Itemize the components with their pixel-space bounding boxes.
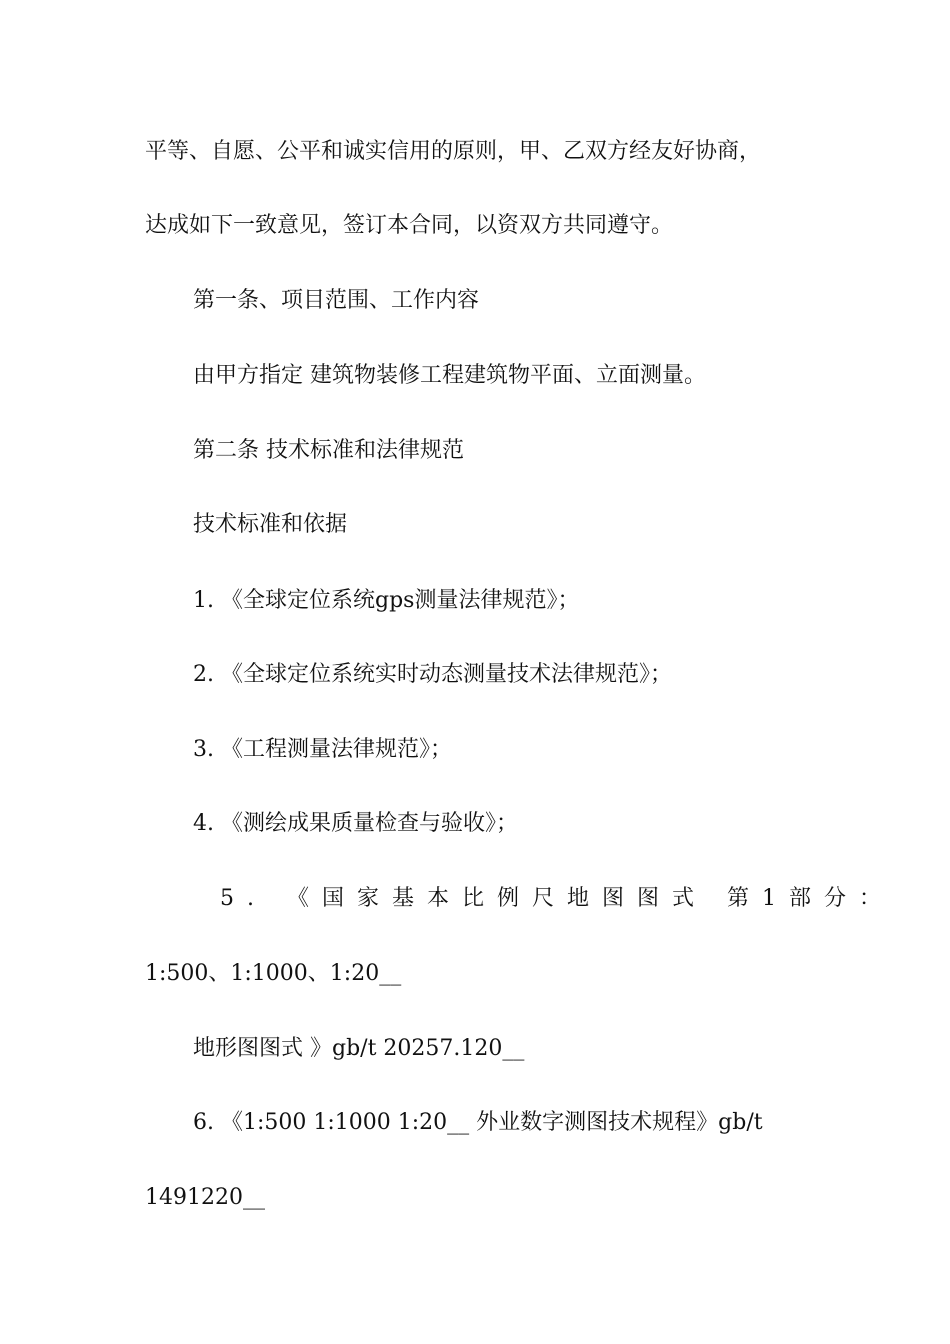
paragraph-line: 平等、自愿、公平和诚实信用的原则，甲、乙双方经友好协商， <box>145 139 762 164</box>
paragraph-line: 由甲方指定 建筑物装修工程建筑物平面、立面测量。 <box>193 363 706 388</box>
list-item-continuation: 1491220__ <box>145 1185 265 1210</box>
section-heading: 第一条、项目范围、工作内容 <box>193 288 480 313</box>
list-item-continuation: 地形图图式 》gb/t 20257.120__ <box>193 1036 525 1061</box>
section-heading: 第二条 技术标准和法律规范 <box>193 438 464 463</box>
list-item: 2. 《全球定位系统实时动态测量技术法律规范》； <box>193 662 672 687</box>
list-item: 4. 《测绘成果质量检查与验收》； <box>193 811 518 836</box>
list-item: 3. 《工程测量法律规范》； <box>193 737 452 762</box>
list-item: 6. 《1:500 1:1000 1:20__ 外业数字测图技术规程》gb/t <box>193 1110 763 1135</box>
list-item: 1. 《全球定位系统gps测量法律规范》； <box>193 588 580 613</box>
paragraph-line: 达成如下一致意见，签订本合同，以资双方共同遵守。 <box>145 213 674 238</box>
list-item: 5. 《国家基本比例尺地图图式 第1部分： <box>220 886 894 911</box>
list-item-continuation: 1:500、1:1000、1:20__ <box>145 961 402 986</box>
subheading: 技术标准和依据 <box>193 512 348 537</box>
